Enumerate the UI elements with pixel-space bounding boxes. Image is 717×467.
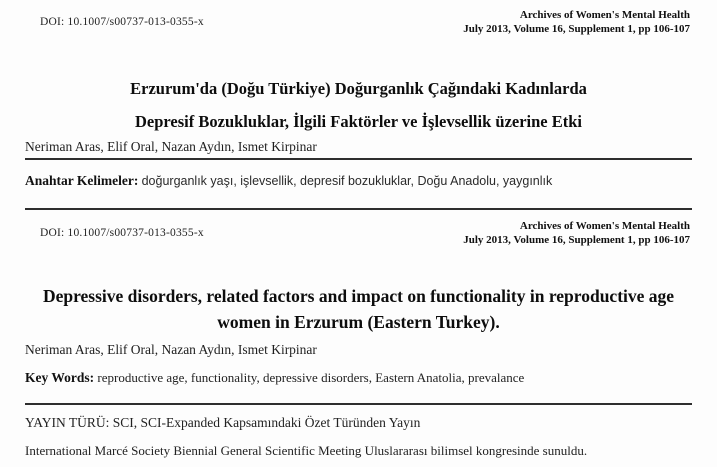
turkish-authors: Neriman Aras, Elif Oral, Nazan Aydın, Ismet Kirpinar xyxy=(25,139,317,154)
divider-between-sections xyxy=(25,208,692,210)
publication-type-line: YAYIN TÜRÜ: SCI, SCI-Expanded Kapsamındaki Özet Türünden Yayın xyxy=(25,415,421,430)
journal-issue-info: July 2013, Volume 16, Supplement 1, pp 106-107 xyxy=(463,234,690,246)
english-header-row xyxy=(25,219,692,247)
divider-after-turkish-authors xyxy=(25,158,692,160)
journal-issue-info: July 2013, Volume 16, Supplement 1, pp 106-107 xyxy=(463,23,690,35)
english-keywords-label: Key Words: xyxy=(25,370,95,385)
english-doi-text: DOI: 10.1007/s00737-013-0355-x xyxy=(40,227,204,239)
journal-name: Archives of Women's Mental Health xyxy=(519,9,690,21)
turkish-title-line2: Depresif Bozukluklar, İlgili Faktörler ve İşlevsellik üzerine Etki xyxy=(134,112,583,131)
divider-before-footer xyxy=(25,403,692,405)
turkish-keywords-line xyxy=(25,172,692,190)
presented-at-line: International Marcé Society Biennial General Scientific Meeting Uluslararası bilimsel kongresinde sunuldu. xyxy=(25,443,588,458)
english-title xyxy=(25,283,692,335)
turkish-keywords-list: doğurganlık yaşı, işlevsellik, depresif bozukluklar, Doğu Anadolu, yaygınlık xyxy=(141,174,553,188)
english-title-line1: Depressive disorders, related factors and impact on functionality in reproductive age xyxy=(42,286,675,306)
english-authors: Neriman Aras, Elif Oral, Nazan Aydın, Ismet Kirpinar xyxy=(25,342,317,357)
turkish-title xyxy=(25,72,692,138)
turkish-title-line1: Erzurum'da (Doğu Türkiye) Doğurganlık Çağındaki Kadınlarda xyxy=(130,79,587,98)
turkish-header-row xyxy=(25,8,692,36)
english-journal-reference xyxy=(463,219,690,247)
english-keywords-line xyxy=(25,369,692,387)
english-keywords-list: reproductive age, functionality, depressive disorders, Eastern Anatolia, prevalance xyxy=(97,370,525,385)
turkish-journal-reference xyxy=(463,8,690,36)
turkish-doi-text: DOI: 10.1007/s00737-013-0355-x xyxy=(40,16,204,28)
turkish-keywords-label: Anahtar Kelimeler: xyxy=(25,173,139,188)
english-title-line2: women in Erzurum (Eastern Turkey). xyxy=(217,312,500,332)
journal-name: Archives of Women's Mental Health xyxy=(519,220,690,232)
